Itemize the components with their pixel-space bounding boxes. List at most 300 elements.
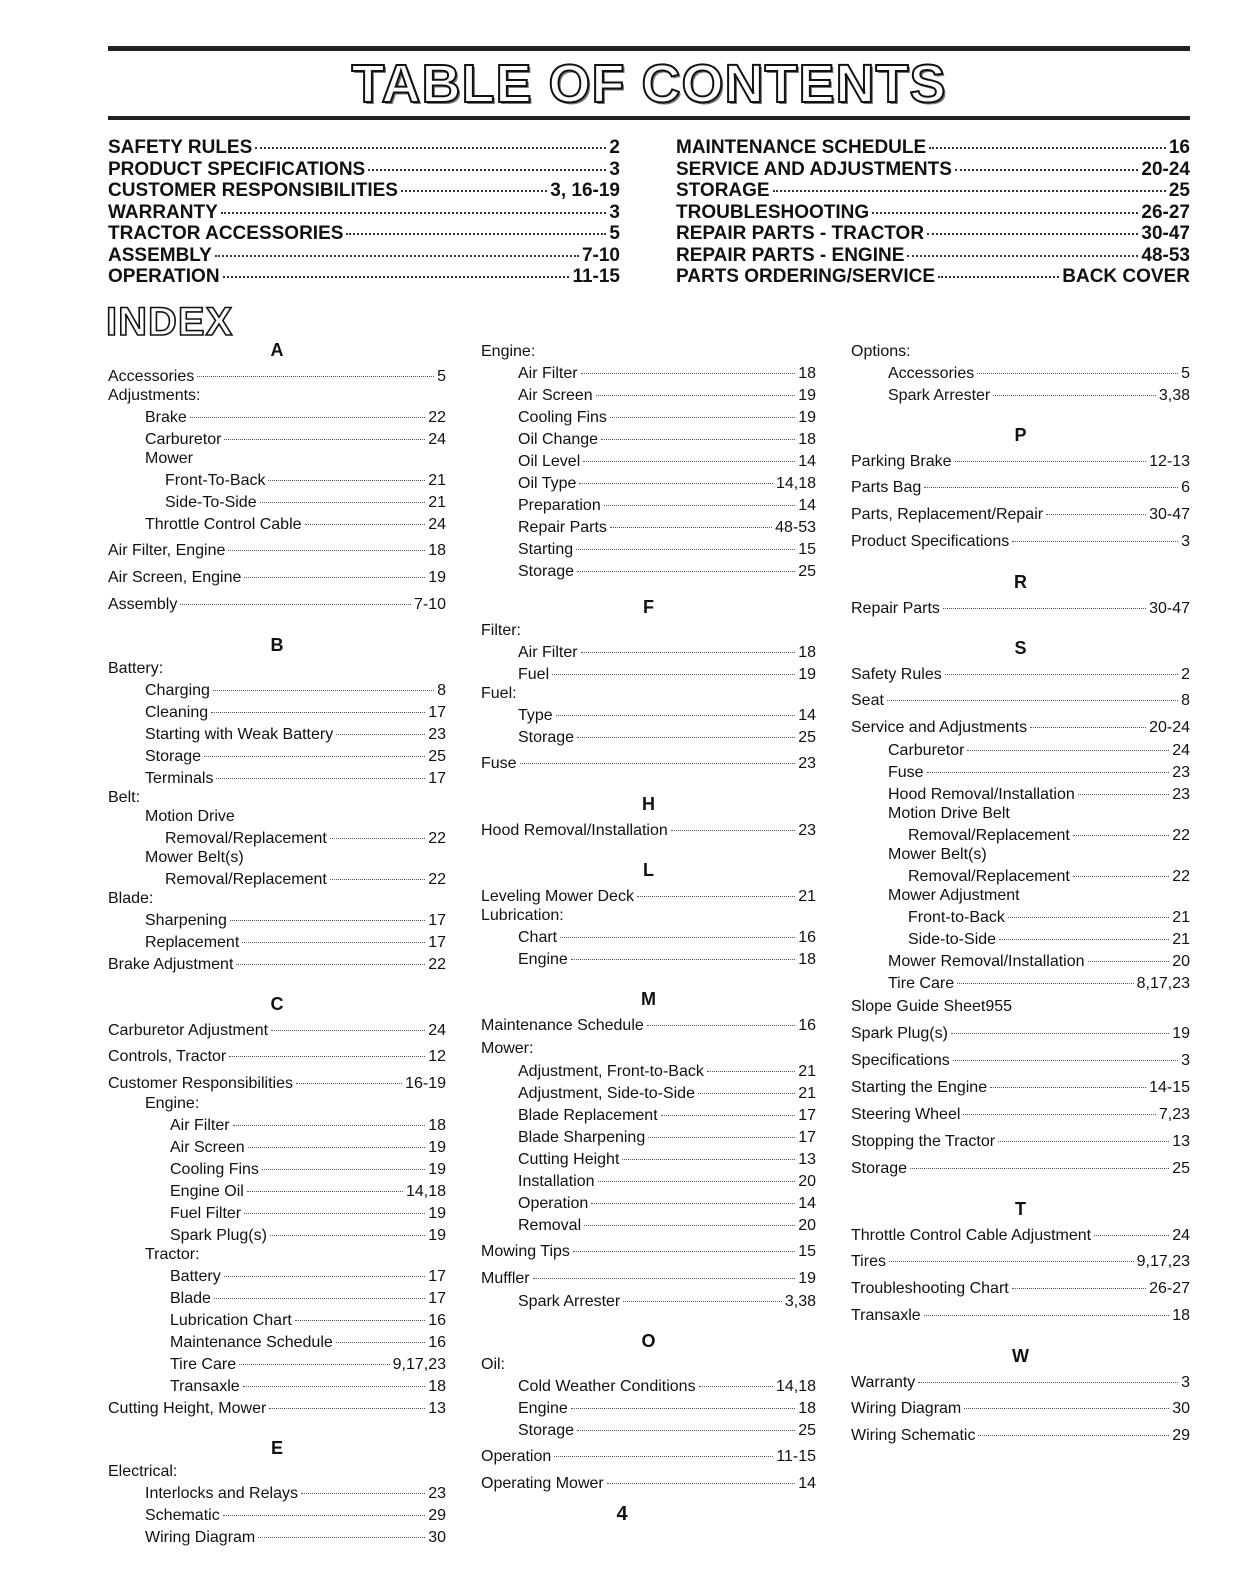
- entry-page: 8: [437, 682, 446, 699]
- leader-dots: [301, 1477, 425, 1494]
- leader-dots: [918, 1366, 1178, 1383]
- entry-page: 23: [798, 822, 816, 839]
- entry-page: 22: [428, 830, 446, 847]
- entry-page: 16: [798, 929, 816, 946]
- index-entry: [851, 1156, 1190, 1179]
- index-section: [851, 1197, 1190, 1326]
- index-entry: [481, 1013, 816, 1035]
- toc-label: REPAIR PARTS - ENGINE: [676, 244, 905, 266]
- toc-page: BACK COVER: [1062, 266, 1190, 287]
- index-entry: [851, 383, 1190, 405]
- entry-label: Repair Parts: [518, 519, 607, 536]
- leader-dots: [260, 486, 426, 503]
- entry-page: 17: [428, 704, 446, 721]
- leader-dots: [305, 508, 426, 525]
- leader-dots: [244, 1197, 425, 1214]
- leader-dots: [773, 171, 1166, 192]
- leader-dots: [1078, 778, 1169, 795]
- entry-page: 18: [798, 365, 816, 382]
- entry-page: 18: [1172, 1307, 1190, 1324]
- entry-label: Tire Care: [170, 1356, 237, 1373]
- entry-page: 15: [798, 541, 816, 558]
- entry-label: Parking Brake: [851, 453, 952, 470]
- index-entry: [108, 427, 446, 449]
- entry-page: 19: [428, 1205, 446, 1222]
- index-entry: [481, 884, 816, 906]
- entry-label: Preparation: [518, 497, 601, 514]
- leader-dots: [604, 489, 795, 506]
- toc-label: PARTS ORDERING/SERVICE: [676, 266, 936, 287]
- leader-dots: [610, 401, 795, 418]
- entry-page: 22: [428, 409, 446, 426]
- entry-label: Tire Care: [888, 975, 955, 992]
- leader-dots: [598, 1165, 796, 1182]
- leader-dots: [1088, 945, 1170, 962]
- entry-label: Interlocks and Relays: [145, 1485, 298, 1502]
- entry-page: 13: [798, 1151, 816, 1168]
- index-heading: Options:: [851, 343, 911, 360]
- entry-page: 5: [1181, 365, 1190, 382]
- leader-dots: [584, 1209, 795, 1226]
- entry-page: 17: [428, 912, 446, 929]
- leader-dots: [596, 379, 796, 396]
- toc-label: TROUBLESHOOTING: [676, 201, 870, 223]
- index-letter: O: [641, 1331, 656, 1351]
- index-heading: Adjustments:: [108, 387, 201, 404]
- leader-dots: [583, 445, 795, 462]
- index-entry: [108, 1018, 446, 1040]
- entry-label: Operation: [518, 1195, 589, 1212]
- leader-dots: [889, 1245, 1134, 1262]
- index-letter: H: [642, 794, 655, 814]
- entry-page: 17: [428, 1268, 446, 1285]
- index-heading: Engine:: [481, 343, 536, 360]
- entry-page: 25: [798, 1422, 816, 1439]
- leader-dots: [571, 1392, 795, 1409]
- index-entry: [108, 364, 446, 386]
- index-entry: [851, 864, 1190, 886]
- entry-label: Starting with Weak Battery: [145, 726, 334, 743]
- leader-dots: [221, 193, 607, 214]
- leader-dots: [560, 921, 795, 938]
- entry-label: Cooling Fins: [518, 409, 607, 426]
- entry-page: 19: [798, 666, 816, 683]
- index-entry: [851, 1396, 1190, 1419]
- index-entry: [851, 475, 1190, 498]
- entry-page: 19: [428, 569, 446, 586]
- entry-page: 14-15: [1149, 1079, 1190, 1096]
- entry-label: Parts, Replacement/Repair: [851, 506, 1044, 523]
- index-letter: F: [643, 597, 654, 617]
- entry-label: Sharpening: [145, 912, 227, 929]
- index-entry: [851, 1249, 1190, 1272]
- leader-dots: [336, 718, 425, 735]
- entry-label: Removal/Replacement: [165, 871, 327, 888]
- index-entry: [851, 782, 1190, 804]
- entry-label: Front-to-Back: [908, 909, 1005, 926]
- leader-dots: [601, 423, 795, 440]
- entry-page: 21: [798, 1085, 816, 1102]
- entry-page: 23: [1172, 764, 1190, 781]
- index-entry: [108, 565, 446, 588]
- entry-page: 16: [798, 1017, 816, 1034]
- entry-label: Cold Weather Conditions: [518, 1378, 696, 1395]
- entry-label: Starting: [518, 541, 574, 558]
- leader-dots: [637, 880, 795, 897]
- index-entry: [481, 1239, 816, 1262]
- entry-page: 14: [798, 1475, 816, 1492]
- index-section: [481, 342, 816, 581]
- leader-dots: [1094, 1219, 1169, 1236]
- leader-dots: [953, 1044, 1178, 1061]
- index-entry: [108, 538, 446, 561]
- entry-page: 24: [1172, 742, 1190, 759]
- index-heading: Blade:: [108, 890, 154, 907]
- leader-dots: [262, 1153, 425, 1170]
- entry-page: 30-47: [1149, 600, 1190, 617]
- entry-page: 19: [428, 1161, 446, 1178]
- index-letter: L: [643, 860, 654, 880]
- leader-dots: [967, 734, 1169, 751]
- entry-label: Schematic: [145, 1507, 220, 1524]
- entry-page: 21: [798, 888, 816, 905]
- entry-page: 2: [1181, 666, 1190, 683]
- entry-label: Accessories: [108, 368, 195, 385]
- index-entry: [851, 823, 1190, 845]
- leader-dots: [872, 193, 1138, 214]
- leader-dots: [247, 1175, 403, 1192]
- index-heading: Filter:: [481, 622, 521, 639]
- entry-page: 20: [798, 1173, 816, 1190]
- entry-page: 5: [437, 368, 446, 385]
- entry-label: Spark Arrester: [888, 387, 991, 404]
- leader-dots: [576, 533, 795, 550]
- entry-page: 22: [428, 871, 446, 888]
- index-letter: M: [641, 989, 656, 1009]
- leader-dots: [577, 1414, 795, 1431]
- leader-dots: [579, 467, 773, 484]
- index-heading: Tractor:: [145, 1246, 200, 1263]
- entry-page: 16-19: [405, 1075, 446, 1092]
- toc-label: PRODUCT SPECIFICATIONS: [108, 158, 366, 180]
- leader-dots: [577, 721, 795, 738]
- index-section: [851, 423, 1190, 552]
- leader-dots: [533, 1262, 796, 1279]
- entry-label: Adjustment, Side-to-Side: [518, 1085, 695, 1102]
- entry-label: Storage: [518, 729, 575, 746]
- entry-page: 16: [428, 1312, 446, 1329]
- index-entry: [108, 1071, 446, 1094]
- entry-page: 24: [428, 516, 446, 533]
- leader-dots: [269, 1392, 425, 1409]
- index-letter: R: [1014, 572, 1027, 592]
- leader-dots: [607, 1467, 795, 1484]
- entry-page: 21: [1172, 931, 1190, 948]
- entry-label: Storage: [851, 1160, 908, 1177]
- index-letter: E: [270, 1438, 283, 1458]
- entry-label: Installation: [518, 1173, 595, 1190]
- entry-label: Adjustment, Front-to-Back: [518, 1063, 704, 1080]
- entry-page: 11-15: [776, 1448, 816, 1465]
- entry-label: Engine: [518, 1400, 568, 1417]
- entry-label: Mowing Tips: [481, 1243, 570, 1260]
- leader-dots: [336, 1326, 425, 1343]
- entry-label: Specifications: [851, 1052, 950, 1069]
- entry-page: 21: [428, 494, 446, 511]
- index-section: [851, 342, 1190, 405]
- index-column-3: [851, 342, 1190, 1464]
- entry-label: Air Screen, Engine: [108, 569, 242, 586]
- entry-page: 23: [1172, 786, 1190, 803]
- leader-dots: [554, 1440, 773, 1457]
- entry-label: Warranty: [851, 1374, 916, 1391]
- index-letter: B: [270, 635, 284, 655]
- leader-dots: [1008, 901, 1169, 918]
- leader-dots: [938, 257, 1059, 278]
- index-heading: Electrical:: [108, 1463, 178, 1480]
- entry-page: 30-47: [1149, 506, 1190, 523]
- index-heading: Belt:: [108, 789, 141, 806]
- entry-label: Carburetor: [888, 742, 965, 759]
- top-rule: [108, 46, 1190, 51]
- toc-label: SERVICE AND ADJUSTMENTS: [676, 158, 952, 180]
- leader-dots: [581, 357, 796, 374]
- entry-label: Removal: [518, 1217, 582, 1234]
- entry-label: Troubleshooting Chart: [851, 1280, 1009, 1297]
- entry-page: 12-13: [1149, 453, 1190, 470]
- leader-dots: [929, 128, 1166, 149]
- entry-page: 22: [1172, 868, 1190, 885]
- index-title: INDEX: [106, 300, 234, 344]
- toc-page: 3: [609, 158, 620, 180]
- entry-page: 19: [428, 1139, 446, 1156]
- leader-dots: [1012, 1272, 1146, 1289]
- entry-label: Storage: [518, 563, 575, 580]
- leader-dots: [993, 379, 1156, 396]
- entry-page: 3,38: [1158, 387, 1190, 404]
- entry-page: 3: [1181, 1374, 1190, 1391]
- index-section: [851, 570, 1190, 618]
- entry-page: 14: [798, 707, 816, 724]
- entry-label: Maintenance Schedule: [481, 1017, 644, 1034]
- index-section: [481, 858, 816, 969]
- index-section: [851, 636, 1190, 1179]
- entry-page: 9,17,23: [1136, 1253, 1190, 1270]
- leader-dots: [887, 684, 1178, 701]
- entry-page: 29: [1172, 1427, 1190, 1444]
- leader-dots: [368, 150, 606, 171]
- entry-page: 3: [1181, 533, 1190, 550]
- entry-page: 13: [428, 1400, 446, 1417]
- leader-dots: [213, 674, 434, 691]
- entry-label: Replacement: [145, 934, 240, 951]
- entry-page: 18: [798, 431, 816, 448]
- index-entry: [851, 1370, 1190, 1392]
- leader-dots: [1030, 711, 1146, 728]
- index-section: [481, 595, 816, 774]
- entry-page: 9,17,23: [392, 1356, 446, 1373]
- index-section: [481, 1329, 816, 1494]
- entry-label: Maintenance Schedule: [170, 1334, 333, 1351]
- toc-page: 7-10: [581, 244, 620, 266]
- leader-dots: [647, 1009, 795, 1026]
- leader-dots: [648, 1121, 795, 1138]
- index-entry: [851, 971, 1190, 993]
- leader-dots: [216, 762, 425, 779]
- index-section: [481, 987, 816, 1311]
- index-entry: [481, 947, 816, 969]
- index-heading: Slope Guide Sheet955: [851, 998, 1013, 1015]
- index-heading: Fuel:: [481, 685, 517, 702]
- entry-page: 16: [428, 1334, 446, 1351]
- index-heading: Motion Drive: [145, 808, 235, 825]
- toc-page: 16: [1168, 137, 1190, 158]
- entry-label: Air Screen: [518, 387, 593, 404]
- entry-page: 30: [428, 1529, 446, 1546]
- toc-page: 2: [609, 137, 620, 158]
- entry-label: Starting the Engine: [851, 1079, 988, 1096]
- index-entry: [108, 512, 446, 534]
- entry-page: 48-53: [775, 519, 816, 536]
- entry-label: Controls, Tractor: [108, 1048, 227, 1065]
- index-section: [108, 1436, 446, 1547]
- leader-dots: [248, 1131, 426, 1148]
- leader-dots: [223, 257, 570, 278]
- toc-left-column: [108, 132, 620, 287]
- index-entry: [851, 1129, 1190, 1152]
- entry-label: Muffler: [481, 1270, 530, 1287]
- index-entry: [851, 662, 1190, 684]
- entry-label: Throttle Control Cable: [145, 516, 302, 533]
- entry-page: 19: [798, 387, 816, 404]
- index-entry: [481, 559, 816, 581]
- entry-page: 23: [798, 755, 816, 772]
- entry-label: Removal/Replacement: [165, 830, 327, 847]
- leader-dots: [955, 445, 1147, 462]
- title-rule: [108, 116, 1190, 120]
- entry-label: Steering Wheel: [851, 1106, 961, 1123]
- index-entry: [108, 952, 446, 974]
- index-entry: [481, 1213, 816, 1235]
- entry-page: 19: [428, 1227, 446, 1244]
- leader-dots: [243, 1370, 426, 1387]
- entry-page: 24: [428, 1022, 446, 1039]
- index-entry: [481, 1418, 816, 1440]
- entry-page: 15: [798, 1243, 816, 1260]
- entry-label: Battery: [170, 1268, 221, 1285]
- entry-page: 24: [1172, 1227, 1190, 1244]
- index-entry: [108, 1223, 446, 1245]
- index-entry: [481, 1444, 816, 1467]
- entry-page: 22: [1172, 827, 1190, 844]
- entry-page: 20-24: [1149, 719, 1190, 736]
- entry-label: Cutting Height, Mower: [108, 1400, 267, 1417]
- index-heading: Mower Adjustment: [888, 887, 1020, 904]
- entry-label: Carburetor: [145, 431, 222, 448]
- entry-page: 7-10: [413, 596, 446, 613]
- entry-page: 14,18: [775, 1378, 816, 1395]
- leader-dots: [211, 696, 425, 713]
- entry-label: Carburetor Adjustment: [108, 1022, 269, 1039]
- entry-label: Air Filter: [518, 644, 578, 661]
- entry-page: 17: [428, 1290, 446, 1307]
- entry-page: 17: [428, 770, 446, 787]
- index-entry: [481, 751, 816, 774]
- entry-page: 21: [428, 472, 446, 489]
- leader-dots: [622, 1143, 795, 1160]
- leader-dots: [229, 1040, 425, 1057]
- leader-dots: [927, 214, 1138, 235]
- entry-page: 19: [798, 1270, 816, 1287]
- leader-dots: [951, 1017, 1169, 1034]
- entry-label: Air Filter: [518, 365, 578, 382]
- leader-dots: [998, 1125, 1169, 1142]
- entry-label: Hood Removal/Installation: [481, 822, 668, 839]
- index-entry: [108, 766, 446, 788]
- entry-page: 14: [798, 497, 816, 514]
- entry-label: Wiring Schematic: [851, 1427, 976, 1444]
- entry-label: Fuse: [481, 755, 517, 772]
- leader-dots: [999, 923, 1169, 940]
- entry-label: Operation: [481, 1448, 552, 1465]
- toc-label: OPERATION: [108, 266, 220, 287]
- entry-page: 17: [798, 1107, 816, 1124]
- entry-label: Cleaning: [145, 704, 209, 721]
- entry-label: Parts Bag: [851, 479, 922, 496]
- entry-label: Air Filter: [170, 1117, 230, 1134]
- entry-label: Spark Plug(s): [851, 1025, 948, 1042]
- leader-dots: [577, 555, 795, 572]
- entry-label: Fuel: [518, 666, 550, 683]
- leader-dots: [610, 511, 772, 528]
- leader-dots: [573, 1235, 795, 1252]
- entry-label: Storage: [518, 1422, 575, 1439]
- entry-label: Stopping the Tractor: [851, 1133, 996, 1150]
- index-heading: Oil:: [481, 1356, 505, 1373]
- entry-page: 19: [1172, 1025, 1190, 1042]
- entry-label: Customer Responsibilities: [108, 1075, 293, 1092]
- leader-dots: [707, 1055, 795, 1072]
- index-column-2: [481, 342, 816, 1512]
- index-section: [851, 1344, 1190, 1446]
- toc-page: 11-15: [572, 266, 620, 287]
- index-heading: Mower: [145, 450, 194, 467]
- leader-dots: [1046, 498, 1146, 515]
- entry-label: Brake: [145, 409, 187, 426]
- leader-dots: [698, 1077, 795, 1094]
- entry-page: 25: [798, 563, 816, 580]
- index-entry: [851, 449, 1190, 471]
- entry-label: Oil Type: [518, 475, 577, 492]
- entry-page: 14,18: [405, 1183, 446, 1200]
- entry-label: Mower Removal/Installation: [888, 953, 1085, 970]
- entry-label: Lubrication Chart: [170, 1312, 292, 1329]
- entry-label: Air Filter, Engine: [108, 542, 226, 559]
- leader-dots: [945, 658, 1178, 675]
- leader-dots: [661, 1099, 796, 1116]
- index-entry: [851, 1303, 1190, 1326]
- index-heading: Battery:: [108, 660, 164, 677]
- entry-page: 19: [798, 409, 816, 426]
- leader-dots: [552, 658, 795, 675]
- index-entry: [108, 1396, 446, 1418]
- leader-dots: [330, 822, 425, 839]
- index-heading: Engine:: [145, 1095, 200, 1112]
- entry-label: Repair Parts: [851, 600, 940, 617]
- toc-page: 20-24: [1141, 158, 1190, 180]
- leader-dots: [239, 1348, 390, 1365]
- leader-dots: [1073, 819, 1169, 836]
